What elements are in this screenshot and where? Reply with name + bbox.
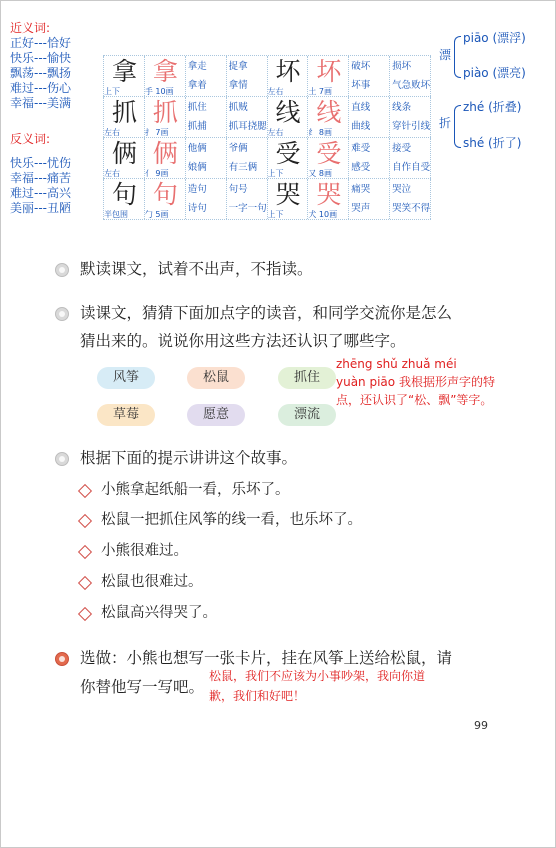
structure-label: 上下 [104,87,120,96]
word: 坏事 [351,80,371,91]
synonym-pair: 快乐---愉快 [10,51,71,65]
word: 气急败坏 [392,80,431,91]
reading-zhe2: shé (折了) [463,136,522,150]
structure-label: 上下 [267,169,284,178]
word: 爷俩 [228,143,248,154]
character: 拿 [111,57,137,86]
word: 造句 [187,184,207,195]
task-bullet [55,307,69,321]
antonym-pair: 快乐---忧伤 [10,156,71,170]
antonyms-title: 反义词: [10,132,51,146]
synonyms-title: 近义词: [10,21,51,35]
task-bullet-optional [55,652,69,666]
character-cell-trace [308,56,349,96]
character-cell [268,56,309,96]
structure-label: 半包围 [104,210,128,219]
trace-character: 抓 [152,98,178,127]
word: 哭笑不得 [392,203,431,214]
story-prompt: 小熊拿起纸船一看，乐坏了。 [101,482,290,498]
task-4-line2: 你替他写一写吧。 [80,678,205,696]
word-cell [227,138,268,178]
character-cell-trace [145,56,186,96]
word-cell [227,97,268,137]
word-cell [227,179,268,219]
word-cell [390,179,431,219]
synonym-pair: 正好---恰好 [10,36,71,50]
reading-piao1: piāo (漂浮) [463,31,526,45]
character: 抓 [111,98,137,127]
card-answer-line2: 歉，我们和好吧！ [209,689,306,703]
task-4-line1: 选做：小熊也想写一张卡片，挂在风筝上送给松鼠，请 [80,649,453,667]
word: 一字一句 [228,203,267,214]
word: 损坏 [392,61,412,72]
word: 感受 [351,162,371,173]
word: 难受 [351,143,371,154]
word: 抓住 [187,102,207,113]
radical-strokes: 手 10画 [144,87,174,96]
structure-label: 左右 [104,128,120,137]
character-cell [268,138,309,178]
word: 哭泣 [392,184,412,195]
word: 诗句 [187,203,207,214]
character-cell [268,97,309,137]
word-pill: 草莓 [97,404,155,426]
antonym-pair: 难过---高兴 [10,186,71,200]
character-cell-trace [308,97,349,137]
trace-character: 坏 [316,57,342,86]
story-prompt: 松鼠也很难过。 [101,574,203,590]
word-cell [349,179,390,219]
character-cell-trace [145,97,186,137]
antonyms-note [10,132,71,216]
character: 坏 [275,57,301,86]
character: 俩 [111,139,137,168]
word: 直线 [351,102,371,113]
word: 自作自受 [392,162,431,173]
card-answer-line1: 松鼠，我们不应该为小事吵架，我向你道 [209,669,426,683]
character: 哭 [275,180,301,209]
radical-strokes: 纟 8画 [308,128,333,137]
word: 有三俩 [228,162,258,173]
character-cell [103,56,145,96]
table-row [103,97,431,138]
word-pill: 风筝 [97,367,155,389]
character: 线 [275,98,301,127]
radical-strokes: 土 7画 [308,87,333,96]
radical-strokes: 犬 10画 [308,210,338,219]
word-cell [227,56,268,96]
pinyin-answer-line1: zhēng shǔ zhuǎ méi [336,357,457,371]
antonym-pair: 美丽---丑陋 [10,201,71,215]
task-bullet [55,263,69,277]
word-cell [349,138,390,178]
table-row [103,138,431,179]
word-cell [186,138,227,178]
synonyms-note [10,21,71,111]
pinyin-answer-line2: yuàn piāo 我根据形声字的特 [336,375,495,389]
word-cell [186,97,227,137]
structure-label: 左右 [267,128,284,137]
word: 句号 [228,184,248,195]
reading-zhe1: zhé (折叠) [463,100,522,114]
task-bullet [55,452,69,466]
word: 抓耳挠腮 [228,121,267,132]
task-1-text: 默读课文，试着不出声，不指读。 [80,260,313,278]
structure-label: 左右 [267,87,284,96]
task-2-line1: 读课文，猜猜下面加点字的读音，和同学交流你是怎么 [80,304,453,322]
word-pill: 抓住 [278,367,336,389]
task-2-line2: 猜出来的。说说你用这些方法还认识了哪些字。 [80,332,406,350]
word: 捉拿 [228,61,248,72]
trace-character: 线 [316,98,342,127]
word-cell [349,97,390,137]
story-prompt: 小熊很难过。 [101,543,188,559]
character-cell [268,179,309,219]
word-cell [390,138,431,178]
reading-piao2: piào (漂亮) [463,66,526,80]
structure-label: 上下 [267,210,284,219]
brace [454,105,461,148]
character-cell [103,138,145,178]
polyphone-piao: 漂 [439,48,452,62]
word: 破坏 [351,61,371,72]
word-cell [390,97,431,137]
character: 句 [111,180,137,209]
radical-strokes: 勹 5画 [144,210,169,219]
character-cell-trace [308,138,349,178]
word: 他俩 [187,143,207,154]
word: 穿针引线 [392,121,431,132]
trace-character: 拿 [152,57,178,86]
trace-character: 哭 [316,180,342,209]
word: 拿情 [228,80,248,91]
page-number: 99 [474,719,488,732]
character-cell-trace [145,138,186,178]
task-3-text: 根据下面的提示讲讲这个故事。 [80,449,298,467]
synonym-pair: 飘荡---飘扬 [10,66,71,80]
brace [454,36,461,78]
word: 线条 [392,102,412,113]
word-pill: 愿意 [187,404,245,426]
character-table [103,55,431,220]
word: 痛哭 [351,184,371,195]
word: 抓贼 [228,102,248,113]
story-prompt: 松鼠高兴得哭了。 [101,605,217,621]
word-cell [349,56,390,96]
trace-character: 受 [316,139,342,168]
synonym-pair: 难过---伤心 [10,81,71,95]
word: 拿着 [187,80,207,91]
table-row [103,55,431,97]
word-cell [390,56,431,96]
pinyin-answer-line3: 点，还认识了“松、飘”等字。 [336,393,493,407]
word: 哭声 [351,203,371,214]
word-pill: 松鼠 [187,367,245,389]
radical-strokes: 亻 9画 [144,169,169,178]
polyphone-zhe: 折 [439,116,452,130]
story-prompt: 松鼠一把抓住风筝的线一看，也乐坏了。 [101,512,362,528]
character: 受 [275,139,301,168]
word: 拿走 [187,61,207,72]
word-cell [186,179,227,219]
word: 曲线 [351,121,371,132]
word: 娘俩 [187,162,207,173]
character-cell-trace [308,179,349,219]
structure-label: 左右 [104,169,120,178]
radical-strokes: 又 8画 [308,169,333,178]
character-cell-trace [145,179,186,219]
table-row [103,179,431,220]
synonym-pair: 幸福---美满 [10,96,71,110]
word: 接受 [392,143,412,154]
radical-strokes: 扌 7画 [144,128,169,137]
character-cell [103,97,145,137]
character-cell [103,179,145,219]
word-cell [186,56,227,96]
word: 抓捕 [187,121,207,132]
trace-character: 句 [152,180,178,209]
word-pill: 漂流 [278,404,336,426]
trace-character: 俩 [152,139,178,168]
antonym-pair: 幸福---痛苦 [10,171,71,185]
